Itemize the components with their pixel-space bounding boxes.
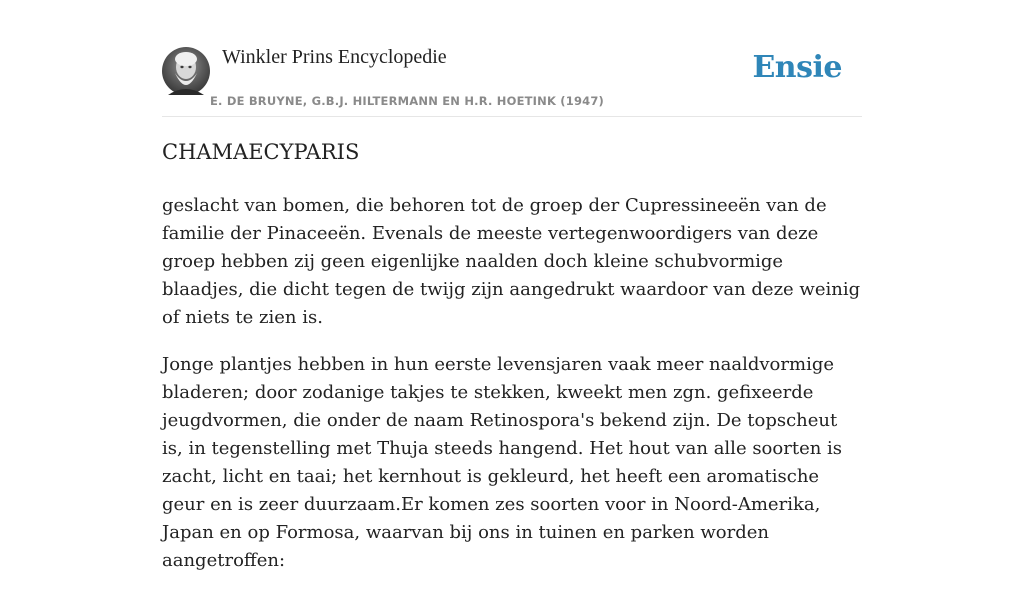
avatar[interactable] xyxy=(162,47,210,95)
article-paragraph: geslacht van bomen, die behoren tot de groep der Cupressineeën van de familie der Pinaceeën. Evenals de meeste vertegenwoordigers van deze groep hebben zij geen eigenlijke naalden doch kleine schubvormige blaadjes, die dicht tegen de twijg zijn aangedrukt waardoor van deze weinig of niets te zien is. xyxy=(162,195,861,328)
source-title[interactable]: Winkler Prins Encyclopedie xyxy=(222,46,447,68)
portrait-photo-icon xyxy=(162,47,210,95)
brand-logo[interactable]: Ensie xyxy=(752,50,842,85)
article-title: CHAMAECYPARIS xyxy=(162,140,360,164)
article-body xyxy=(162,192,862,594)
source-authors: E. DE BRUYNE, G.B.J. HILTERMANN EN H.R. HOETINK (1947) xyxy=(210,94,605,108)
content-column xyxy=(162,0,862,571)
article-paragraph: Jonge plantjes hebben in hun eerste levensjaren vaak meer naaldvormige bladeren; door zodanige takjes te stekken, kweekt men zgn. gefixeerde jeugdvormen, die onder de naam Retinospora's bekend zijn. De topscheut is, in tegenstelling met Thuja steeds hangend. Het hout van alle soorten is zacht, licht en taai; het kernhout is gekleurd, het heeft een aromatische geur en is zeer duurzaam.Er komen zes soorten voor in Noord-Amerika, Japan en op Formosa, waarvan bij ons in tuinen en parken worden aangetroffen: xyxy=(162,354,843,571)
source-header xyxy=(162,0,862,117)
